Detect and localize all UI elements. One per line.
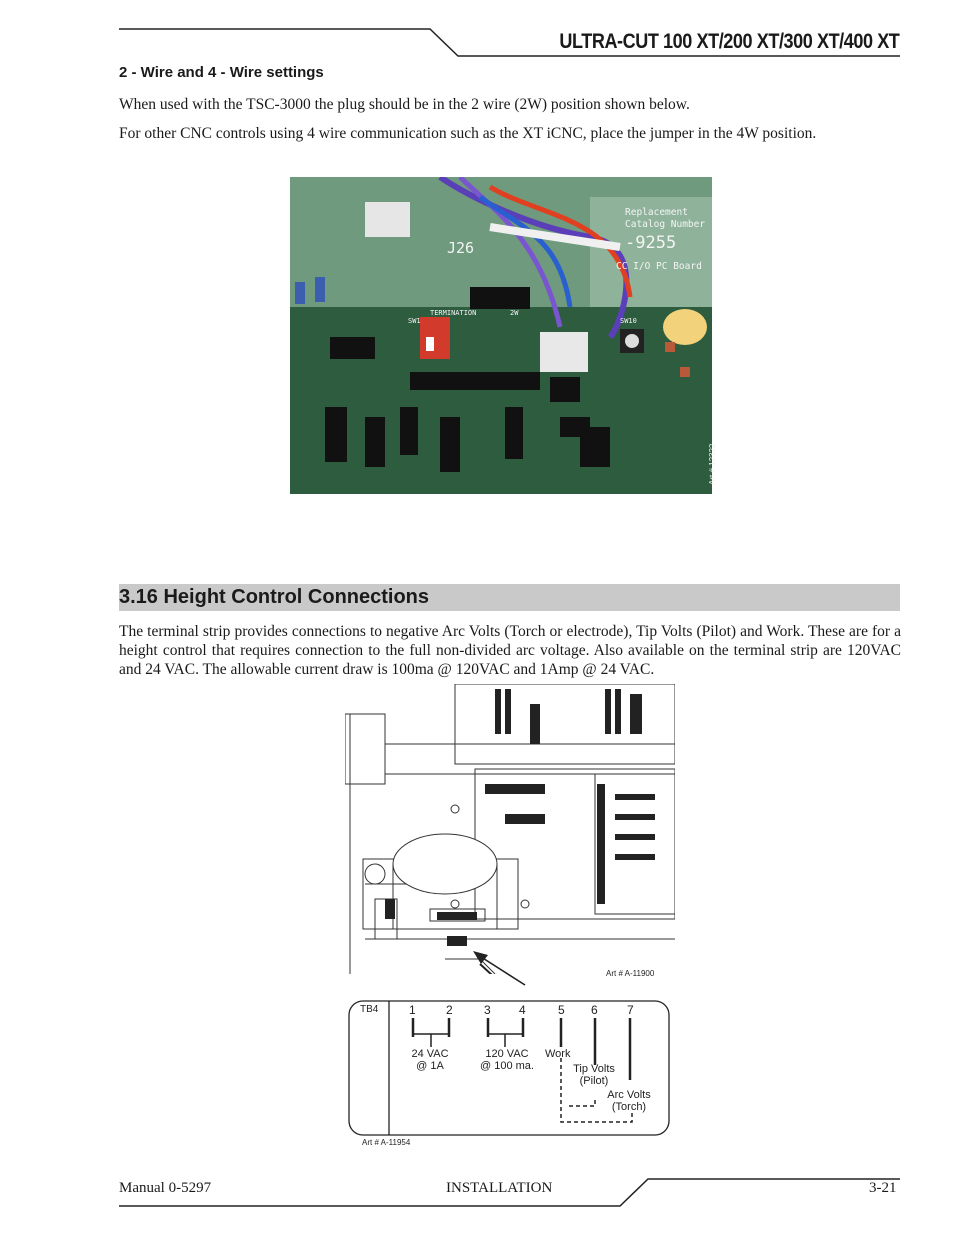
label-120vac-current: @ 100 ma. xyxy=(480,1060,534,1072)
terminal-6: 6 xyxy=(591,1003,598,1017)
terminal-7: 7 xyxy=(627,1003,634,1017)
terminal-4: 4 xyxy=(519,1003,526,1017)
photo-label-part: -9255 xyxy=(625,233,677,253)
wire-para-2: For other CNC controls using 4 wire communication such as the XT iCNC, place the jumper in the 4W position. xyxy=(119,125,817,142)
section-title: 3.16 Height Control Connections xyxy=(119,586,430,608)
photo-label-j26: J26 xyxy=(447,239,475,257)
pointer-arrow xyxy=(470,945,530,990)
terminal-3: 3 xyxy=(484,1003,491,1017)
pcb-photo xyxy=(290,177,717,494)
photo-label-2w: 2W xyxy=(510,309,519,317)
terminal-5: 5 xyxy=(558,1003,565,1017)
photo-label-termination: TERMINATION xyxy=(430,309,477,317)
photo-art-number: Art # 12322 xyxy=(708,443,717,485)
label-work: Work xyxy=(545,1048,571,1060)
label-tip-volts: Tip Volts xyxy=(573,1063,615,1075)
label-tip-pilot: (Pilot) xyxy=(579,1075,609,1087)
label-arc-volts: Arc Volts xyxy=(607,1089,651,1101)
photo-label-sw1: SW1 xyxy=(408,317,421,325)
wire-para-1: When used with the TSC-3000 the plug should be in the 2 wire (2W) position shown below. xyxy=(119,96,690,113)
tb-art-number: Art # A-11954 xyxy=(362,1138,411,1147)
footer-page-number: 3-21 xyxy=(869,1180,897,1196)
photo-label-catalog: Catalog Number xyxy=(625,219,706,230)
diagram-art-number: Art # A-11900 xyxy=(606,969,655,978)
photo-label-replacement: Replacement xyxy=(625,207,688,218)
label-arc-torch: (Torch) xyxy=(611,1101,647,1113)
label-24vac: 24 VAC xyxy=(411,1048,449,1060)
footer-manual: Manual 0-5297 xyxy=(119,1180,212,1196)
terminal-1: 1 xyxy=(409,1003,416,1017)
photo-label-board: CC I/O PC Board xyxy=(616,261,702,272)
label-120vac: 120 VAC xyxy=(485,1048,529,1060)
pcb-photo-graphic xyxy=(290,177,712,494)
header-title: ULTRA-CUT 100 XT/200 XT/300 XT/400 XT xyxy=(558,30,899,53)
label-24vac-current: @ 1A xyxy=(416,1060,444,1072)
assembly-drawing xyxy=(345,684,675,974)
wire-settings-heading: 2 - Wire and 4 - Wire settings xyxy=(119,64,324,81)
terminal-2: 2 xyxy=(446,1003,453,1017)
tb4-label: TB4 xyxy=(360,1004,379,1015)
footer-section: INSTALLATION xyxy=(446,1180,553,1196)
photo-label-sw10: SW10 xyxy=(620,317,637,325)
height-control-body: The terminal strip provides connections to negative Arc Volts (Torch or electrode), Tip Volts (Pilot) and Work. These are for a height control that requires connection to the full non-divided arc voltage. Also available on the terminal strip are 120VAC and 24 VAC. The allowable current draw is 100ma @ 120VAC and 1Amp @ 24 VAC. xyxy=(119,623,901,678)
